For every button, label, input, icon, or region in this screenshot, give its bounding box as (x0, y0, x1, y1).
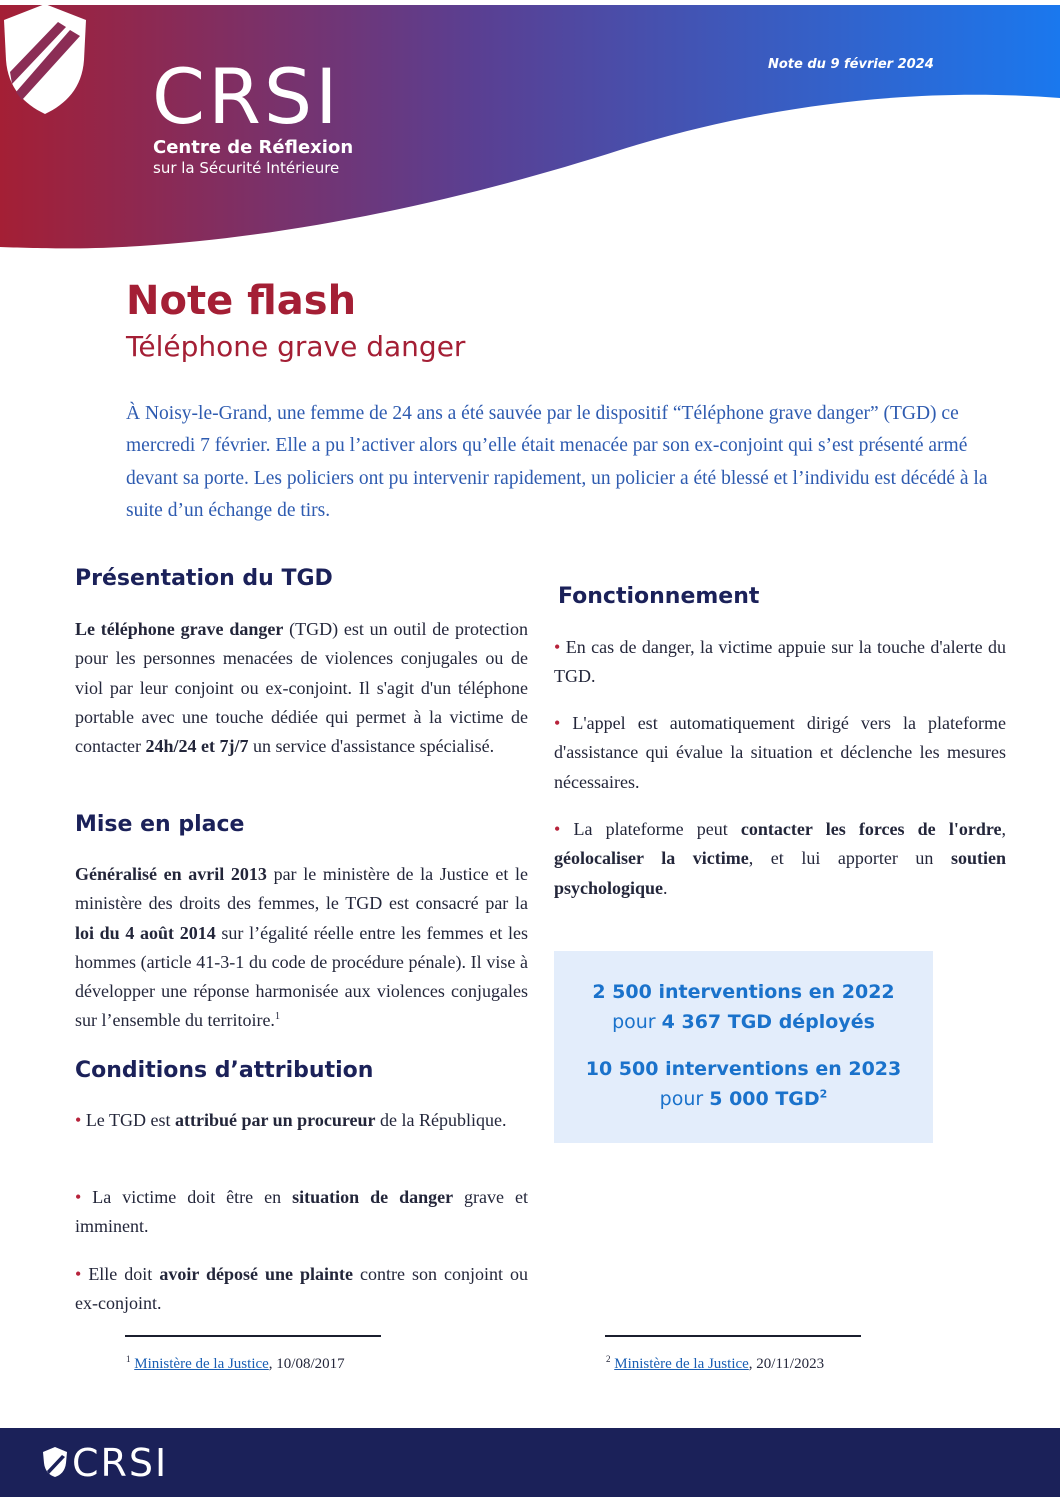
mise-text-2: sur l’égalité réelle entre les femmes et les hommes (article 41-3-1 du code de procédure pénale). Il vise à développer une réponse harmonisée aux violences conjugales sur l’ensemble du territoire. (75, 922, 528, 1031)
presentation-text-1: (TGD) est un outil de protection pour les personnes menacées de violences conjugales ou de viol par leur conjoint ou ex-conjoint. Il s'agit d'un téléphone portable avec une touche dédiée qui permet à la victime de contacter (75, 619, 528, 757)
condition-text: grave et imminent. (75, 1187, 528, 1237)
fonctionnement-text: La plateforme peut (560, 819, 741, 839)
footnote-date: , 20/11/2023 (748, 1356, 825, 1372)
bullet-icon: • (75, 1110, 82, 1130)
bullet-icon: • (554, 637, 561, 657)
stat-2023-devices: 5 000 TGD (709, 1088, 820, 1110)
condition-bold: situation de danger (292, 1187, 454, 1207)
fonctionnement-text: , (1001, 819, 1006, 839)
footnote-ref-1[interactable]: 1 (274, 1011, 280, 1023)
footnote-divider-left (125, 1335, 381, 1337)
condition-text: de la République. (375, 1110, 507, 1130)
note-date: Note du 9 février 2024 (768, 57, 934, 72)
stat-text: pour (659, 1088, 710, 1110)
mise-bold-2: loi du 4 août 2014 (75, 922, 216, 943)
fonctionnement-text: L'appel est automatiquement dirigé vers la plateforme d'assistance qui évalue la situation et déclenche les mesures nécessaires. (554, 713, 1006, 792)
condition-text: La victime doit être en (81, 1187, 293, 1207)
condition-bold: avoir déposé une plainte (159, 1264, 354, 1284)
condition-text: contre son conjoint ou ex-conjoint. (75, 1264, 528, 1314)
brand-line-1: Centre de Réflexion (153, 137, 354, 158)
bullet-icon: • (75, 1187, 82, 1207)
fonctionnement-text: . (663, 877, 668, 898)
footnote-1-link[interactable]: Ministère de la Justice (134, 1356, 269, 1372)
presentation-text-2: un service d'assistance spécialisé. (248, 736, 495, 757)
shield-icon (0, 0, 90, 116)
stat-text: pour (612, 1011, 662, 1033)
footnote-number: 1 (126, 1354, 131, 1364)
heading-fonctionnement: Fonctionnement (558, 584, 760, 609)
stat-2022-interventions: 2 500 interventions en 2022 (592, 981, 895, 1003)
condition-bold: attribué par un procureur (174, 1110, 376, 1130)
condition-item-1 (75, 1106, 528, 1135)
page-title: Note flash (126, 278, 357, 324)
stat-2023-interventions: 10 500 interventions en 2023 (585, 1058, 902, 1080)
footer-bar (0, 1428, 1060, 1497)
stat-line-1 (554, 978, 933, 1006)
header-banner (0, 0, 1060, 260)
stat-2022-devices: 4 367 TGD déployés (661, 1011, 875, 1033)
presentation-bold-1: Le téléphone grave danger (75, 619, 284, 639)
condition-item-2 (75, 1183, 528, 1242)
fonctionnement-bold: géolocaliser la victime (554, 848, 749, 869)
fonctionnement-bold: soutien psychologique (554, 848, 1007, 898)
fonctionnement-text: En cas de danger, la victime appuie sur la touche d'alerte du TGD. (554, 637, 1006, 687)
fonctionnement-item-1 (554, 633, 1006, 692)
footnote-divider-right (605, 1335, 861, 1337)
page-subtitle: Téléphone grave danger (126, 330, 466, 363)
footnote-ref-2[interactable]: 2 (819, 1087, 828, 1101)
stat-line-4 (554, 1085, 933, 1113)
footnote-2-link[interactable]: Ministère de la Justice (614, 1356, 749, 1372)
shield-icon (42, 1446, 68, 1478)
footnote-number: 2 (606, 1354, 611, 1364)
stat-line-3 (554, 1055, 933, 1083)
footnote-date: , 10/08/2017 (268, 1356, 345, 1372)
footnote-2 (606, 1349, 824, 1374)
brand-logo-text: CRSI (152, 52, 341, 141)
heading-mise-en-place: Mise en place (75, 812, 245, 837)
condition-text: Le TGD est (81, 1110, 175, 1130)
presentation-bold-2: 24h/24 et 7j/7 (145, 736, 249, 757)
fonctionnement-item-2 (554, 709, 1006, 797)
heading-presentation: Présentation du TGD (75, 566, 333, 591)
bullet-icon: • (554, 713, 561, 733)
condition-text: Elle doit (81, 1264, 160, 1284)
heading-conditions: Conditions d’attribution (75, 1058, 374, 1083)
bullet-icon: • (554, 819, 561, 839)
footnote-1 (126, 1349, 345, 1374)
intro-paragraph: À Noisy-le-Grand, une femme de 24 ans a été sauvée par le dispositif “Téléphone grave danger” (TGD) ce mercredi 7 février. Elle a pu l’activer alors qu’elle était menacée par son ex-conjoint qui s’est présenté armé devant sa porte. Les policiers ont pu intervenir rapidement, un policier a été blessé et l’individu est décédé à la suite d’un échange de tirs. (126, 403, 988, 521)
mise-bold-1: Généralisé en avril 2013 (75, 864, 267, 884)
fonctionnement-item-3 (554, 815, 1006, 903)
brand-line-2: sur la Sécurité Intérieure (153, 159, 340, 177)
fonctionnement-bold: contacter les forces de l'ordre (740, 819, 1002, 839)
footer-brand: CRSI (72, 1441, 169, 1485)
presentation-paragraph (75, 615, 528, 761)
mise-en-place-paragraph (75, 860, 528, 1036)
stat-line-2 (554, 1008, 933, 1036)
fonctionnement-text: , et lui apporter un (748, 848, 951, 869)
mise-text-1: par le ministère de la Justice et le ministère des droits des femmes, le TGD est consacré par la (75, 864, 529, 914)
stats-box (554, 951, 933, 1143)
bullet-icon: • (75, 1264, 82, 1284)
condition-item-3 (75, 1260, 528, 1319)
